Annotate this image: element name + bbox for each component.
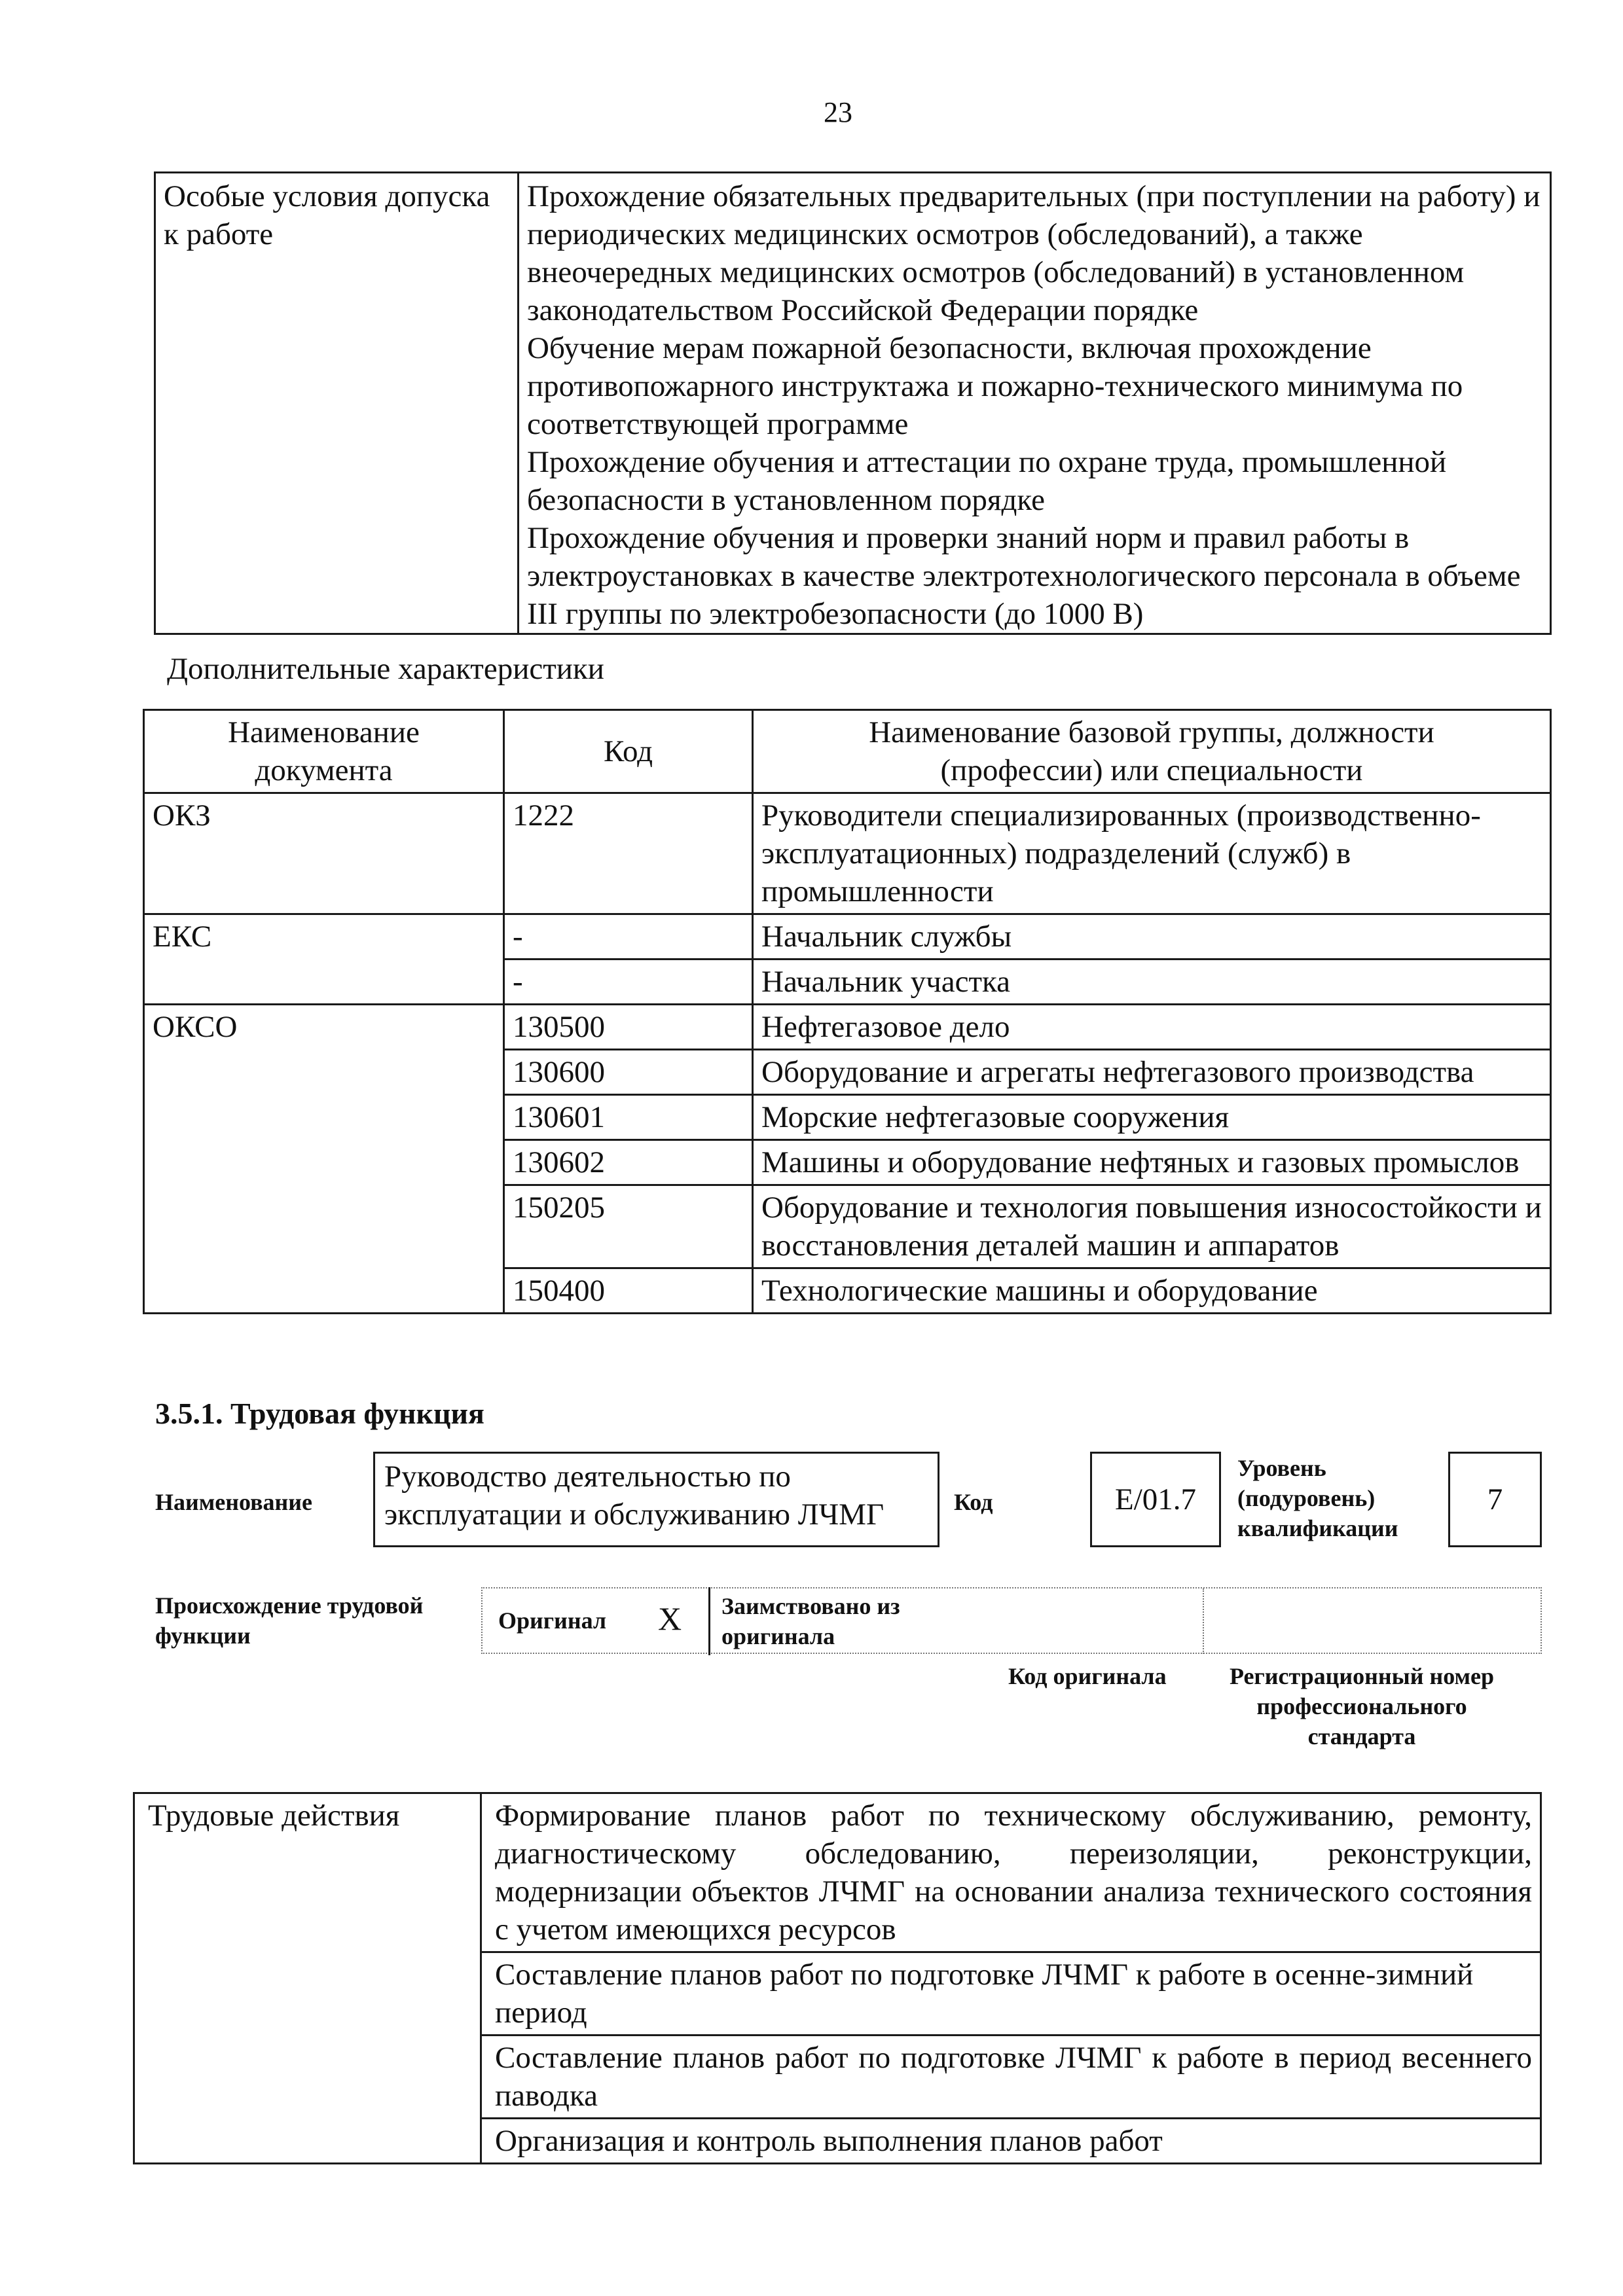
conditions-table xyxy=(154,171,1552,635)
condition-item: Обучение мерам пожарной безопасности, включая прохождение противопожарного инструктажа и пожарно-технического минимума по соответствующей программе xyxy=(527,331,1463,441)
code-cell: 1222 xyxy=(504,793,753,914)
action-item: Составление планов работ по подготовке ЛЧМГ к работе в период весеннего паводка xyxy=(481,2036,1541,2119)
function-name-box: Руководство деятельностью по эксплуатации и обслуживанию ЛЧМГ xyxy=(373,1452,939,1547)
actions-label: Трудовые действия xyxy=(134,1793,481,2164)
original-label: Оригинал xyxy=(498,1607,607,1634)
conditions-list xyxy=(519,173,1551,634)
header-document: Наименование документа xyxy=(144,710,504,793)
level-label: Уровень (подуровень) квалификации xyxy=(1237,1455,1398,1541)
name-cell: Начальник участка xyxy=(753,960,1551,1005)
reg-number-caption: Регистрационный номер профессионального стандарта xyxy=(1229,1663,1495,1749)
action-item: Составление планов работ по подготовке ЛЧМГ к работе в осенне-зимний период xyxy=(481,1952,1541,2036)
level-box: 7 xyxy=(1448,1452,1542,1547)
doc-okso: ОКСО xyxy=(144,1005,504,1314)
table-row xyxy=(144,914,1551,960)
name-cell: Морские нефтегазовые сооружения xyxy=(753,1095,1551,1140)
origin-box xyxy=(481,1587,1542,1654)
name-cell: Машины и оборудование нефтяных и газовых промыслов xyxy=(753,1140,1551,1185)
code-cell: 150400 xyxy=(504,1268,753,1314)
function-code-box: E/01.7 xyxy=(1090,1452,1221,1547)
original-mark: X xyxy=(658,1600,682,1637)
action-item: Организация и контроль выполнения планов работ xyxy=(481,2119,1541,2164)
conditions-row xyxy=(155,173,1551,634)
code-cell: 130602 xyxy=(504,1140,753,1185)
name-label: Наименование xyxy=(155,1489,312,1515)
additional-header-row xyxy=(144,710,1551,793)
table-row xyxy=(134,1793,1541,1952)
doc-eks: ЕКС xyxy=(144,914,504,1005)
name-cell: Нефтегазовое дело xyxy=(753,1005,1551,1050)
code-cell: 130601 xyxy=(504,1095,753,1140)
code-cell: - xyxy=(504,914,753,960)
origin-label: Происхождение трудовой функции xyxy=(155,1592,424,1649)
condition-item: Прохождение обязательных предварительных (при поступлении на работу) и периодических медицинских осмотров (обследований), а также внеочередных медицинских осмотров (обследований) в установленном законодательством Российской Федерации порядке xyxy=(527,179,1541,327)
actions-table xyxy=(133,1792,1542,2164)
page-number: 23 xyxy=(824,96,852,128)
condition-item: Прохождение обучения и проверки знаний норм и правил работы в электроустановках в качестве электротехнологического персонала в объеме III группы по электробезопасности (до 1000 В) xyxy=(527,521,1521,631)
code-cell: 130600 xyxy=(504,1050,753,1095)
code-cell: - xyxy=(504,960,753,1005)
code-original-caption: Код оригинала xyxy=(1008,1663,1167,1689)
code-cell: 130500 xyxy=(504,1005,753,1050)
name-cell: Оборудование и технология повышения износостойкости и восстановления деталей машин и аппаратов xyxy=(753,1185,1551,1268)
code-cell: 150205 xyxy=(504,1185,753,1268)
code-label: Код xyxy=(954,1489,993,1515)
action-item: Формирование планов работ по техническому обслуживанию, ремонту, диагностическому обследованию, переизоляции, реконструкции, модернизации объектов ЛЧМГ на основании анализа технического состояния с учетом имеющихся ресурсов xyxy=(481,1793,1541,1952)
additional-table xyxy=(143,709,1552,1314)
additional-title: Дополнительные характеристики xyxy=(167,652,604,686)
header-group-name: Наименование базовой группы, должности (профессии) или специальности xyxy=(753,710,1551,793)
doc-okz: ОКЗ xyxy=(144,793,504,914)
origin-divider xyxy=(1203,1588,1204,1654)
function-heading: 3.5.1. Трудовая функция xyxy=(155,1397,484,1430)
name-cell: Оборудование и агрегаты нефтегазового производства xyxy=(753,1050,1551,1095)
table-row xyxy=(144,1005,1551,1050)
name-cell: Руководители специализированных (производственно-эксплуатационных) подразделений (служб) в промышленности xyxy=(753,793,1551,914)
origin-divider xyxy=(708,1587,710,1655)
header-code: Код xyxy=(504,710,753,793)
table-row xyxy=(144,793,1551,914)
condition-item: Прохождение обучения и аттестации по охране труда, промышленной безопасности в установленном порядке xyxy=(527,445,1447,517)
borrowed-label: Заимствовано из оригинала xyxy=(721,1593,900,1649)
conditions-label: Особые условия допуска к работе xyxy=(155,173,519,634)
name-cell: Начальник службы xyxy=(753,914,1551,960)
name-cell: Технологические машины и оборудование xyxy=(753,1268,1551,1314)
